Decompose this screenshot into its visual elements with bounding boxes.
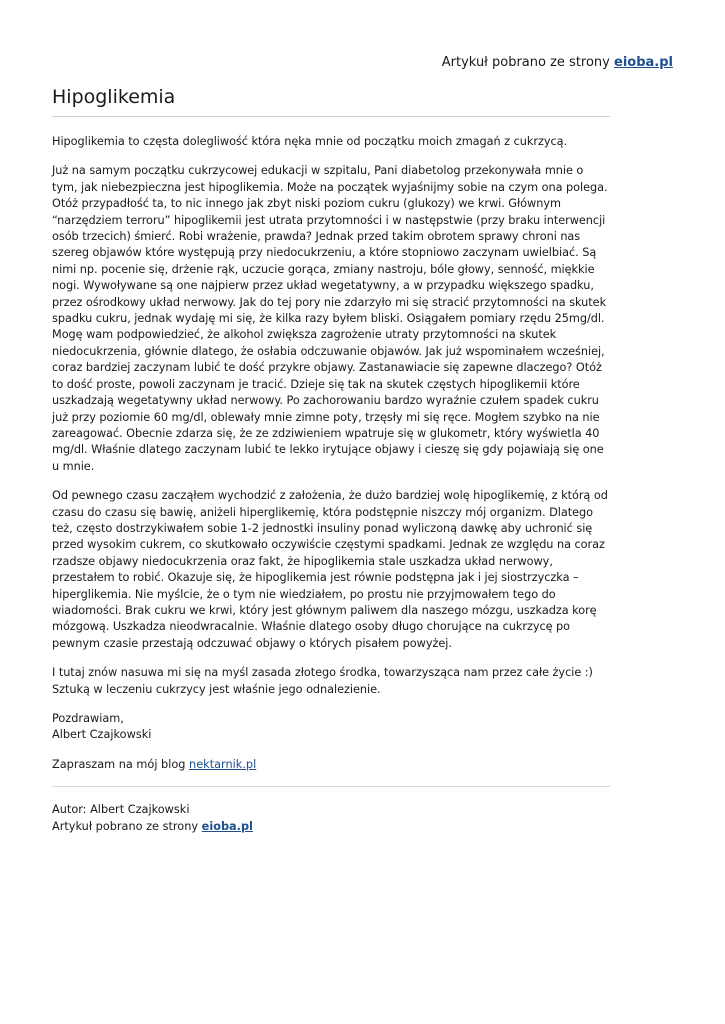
header-source-prefix: Artykuł pobrano ze strony bbox=[441, 55, 610, 70]
title-divider bbox=[52, 116, 610, 117]
article-title: Hipoglikemia bbox=[52, 86, 176, 108]
article bbox=[52, 86, 612, 835]
article-paragraph-3: I tutaj znów nasuwa mi się na myśl zasada złotego środka, towarzysząca nam przez całe życie :) Sztuką w leczeniu cukrzycy jest właśnie jego odnalezienie. bbox=[52, 666, 593, 696]
signature-block bbox=[52, 711, 612, 744]
blog-prefix: Zapraszam na mój blog bbox=[52, 757, 186, 771]
blog-link[interactable]: nektarnik.pl bbox=[189, 757, 257, 771]
article-body bbox=[52, 134, 612, 698]
footer-author: Autor: Albert Czajkowski bbox=[52, 803, 190, 817]
blog-line bbox=[52, 757, 612, 773]
header-source-link[interactable]: eioba.pl bbox=[614, 55, 673, 70]
signature-name: Albert Czajkowski bbox=[52, 728, 152, 742]
footer bbox=[52, 802, 612, 835]
footer-source-line bbox=[52, 819, 612, 835]
footer-divider bbox=[52, 786, 610, 787]
article-paragraph-1: Już na samym początku cukrzycowej edukacji w szpitalu, Pani diabetolog przekonywała mnie o tym, jak niebezpieczna jest hipoglikemia. Może na początek wyjaśnijmy sobie na czym ona polega. Otóż przypadłość ta, to nic innego jak zbyt niski poziom cukru (glukozy) we krwi. Głównym “narzędziem terroru” hipoglikemii jest utrata przytomności i w następstwie (przy braku interwencji osób trzecich) śmierć. Robi wrażenie, prawda? Jednak przed takim obrotem sprawy chroni nas szereg objawów które występują przy niedocukrzeniu, a które stopniowo zaczynam uwielbiać. Są nimi np. pocenie się, drżenie rąk, uczucie gorąca, zmiany nastroju, bóle głowy, senność, miękkie nogi. Wywoływane są one najpierw przez układ wegetatywny, a w przypadku większego spadku, przez ośrodkowy układ nerwowy. Jak do tej pory nie zdarzyło mi się stracić przytomności na skutek spadku cukru, jednak wydaję mi się, że kilka razy byłem bliski. Osiągałem pomiary rzędu 25mg/dl. Mogę wam podpowiedzieć, że alkohol zwiększa zagrożenie utraty przytomności na skutek niedocukrzenia, głównie dlatego, że osłabia odczuwanie objawów. Jak już wspominałem wcześniej, coraz bardziej zaczynam lubić te dość przykre objawy. Zastanawiacie się zapewne dlaczego? Otóż to dość proste, powoli zaczynam je tracić. Dzieje się tak na skutek częstych hipoglikemii które uszkadzają wegetatywny układ nerwowy. Po zachorowaniu bardzo wyraźnie czułem spadek cukru już przy poziomie 60 mg/dl, oblewały mnie zimne poty, trzęsły mi się ręce. Mogłem szybko na nie zareagować. Obecnie zdarza się, że ze zdziwieniem wpatruje się w glukometr, który wyświetla 40 mg/dl. Właśnie dlatego zaczynam lubić te lekko irytujące objawy i cieszę się gdy pojawiają się one u mnie. bbox=[52, 164, 608, 473]
greeting: Pozdrawiam, bbox=[52, 712, 124, 725]
article-intro: Hipoglikemia to częsta dolegliwość która nęka mnie od początku moich zmagań z cukrzycą. bbox=[52, 135, 568, 148]
article-paragraph-2: Od pewnego czasu zacząłem wychodzić z założenia, że dużo bardziej wolę hipoglikemię, z którą od czasu do czasu się bawię, aniżeli hiperglikemię, która podstępnie niszczy mój organizm. Dlatego też, często dostrzykiwałem sobie 1-2 jednostki insuliny ponad wyliczoną dawkę aby uchronić się przed wysokim cukrem, co skutkowało oczywiście częstymi spadkami. Jednak ze względu na coraz rzadsze objawy niedocukrzenia oraz fakt, że hipoglikemia stale uszkadza układ nerwowy, przestałem to robić. Okazuje się, że hipoglikemia jest równie podstępna jak i jej siostrzyczka – hiperglikemia. Nie myślcie, że o tym nie wiedziałem, po prostu nie przyjmowałem tego do wiadomości. Brak cukru we krwi, który jest głównym paliwem dla naszego mózgu, uszkadza korę mózgową. Uszkadza nieodwracalnie. Właśnie dlatego osoby długo chorujące na cukrzycę po pewnym czasie przestają odczuwać objawy o których pisałem powyżej. bbox=[52, 489, 608, 650]
header-source-line bbox=[442, 55, 673, 70]
footer-source-link[interactable]: eioba.pl bbox=[201, 819, 253, 833]
footer-source-prefix: Artykuł pobrano ze strony bbox=[52, 819, 199, 833]
